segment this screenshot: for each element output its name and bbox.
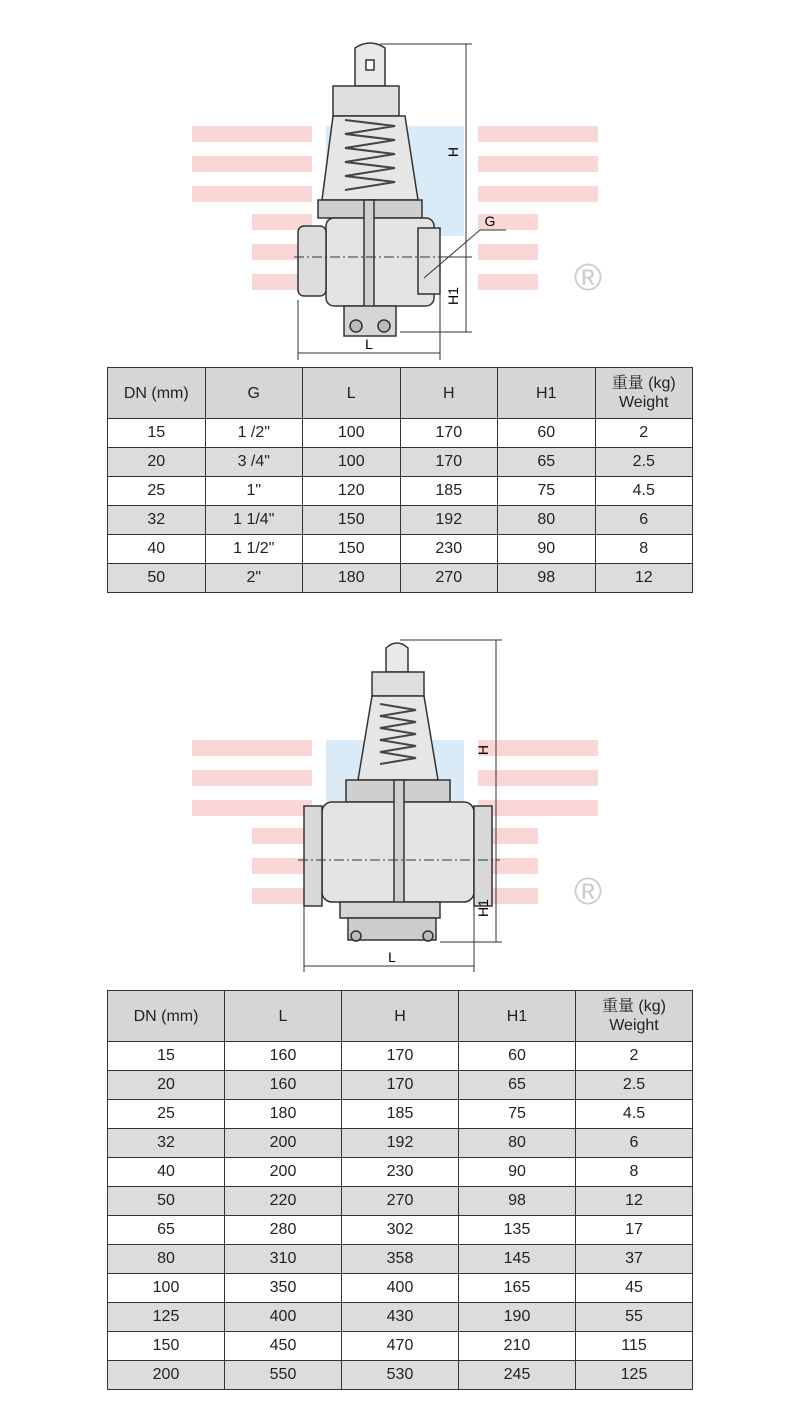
cell-l: 350: [225, 1274, 342, 1303]
table-row: [108, 1158, 693, 1187]
table-row: [108, 1274, 693, 1303]
table-row: [108, 1129, 693, 1158]
cell-l: 120: [303, 477, 401, 506]
cell-dn: 32: [108, 1129, 225, 1158]
cell-g: 2": [205, 564, 303, 593]
cell-h1: 210: [459, 1332, 576, 1361]
cell-g: 1": [205, 477, 303, 506]
cell-l: 280: [225, 1216, 342, 1245]
cell-weight: 2: [576, 1042, 693, 1071]
dimension-label-h1: H1: [475, 899, 491, 917]
cell-dn: 100: [108, 1274, 225, 1303]
cell-h1: 135: [459, 1216, 576, 1245]
dimension-label-h: H: [475, 744, 491, 756]
cell-dn: 15: [108, 419, 206, 448]
cell-h1: 98: [459, 1187, 576, 1216]
table-row: [108, 564, 693, 593]
header-h: H: [342, 991, 459, 1042]
cell-weight: 125: [576, 1361, 693, 1390]
cell-l: 150: [303, 535, 401, 564]
cell-h1: 75: [498, 477, 596, 506]
cell-dn: 80: [108, 1245, 225, 1274]
cell-dn: 200: [108, 1361, 225, 1390]
cell-l: 180: [225, 1100, 342, 1129]
header-dn: DN (mm): [108, 991, 225, 1042]
cell-weight: 6: [595, 506, 693, 535]
cell-l: 100: [303, 419, 401, 448]
cell-dn: 32: [108, 506, 206, 535]
cell-h: 170: [342, 1042, 459, 1071]
header-dn: DN (mm): [108, 368, 206, 419]
table-row: [108, 1216, 693, 1245]
header-weight-en: Weight: [609, 1017, 659, 1034]
cell-l: 180: [303, 564, 401, 593]
cell-h1: 90: [498, 535, 596, 564]
cell-h1: 245: [459, 1361, 576, 1390]
header-weight-en: Weight: [618, 394, 669, 411]
cell-l: 220: [225, 1187, 342, 1216]
cell-h1: 60: [498, 419, 596, 448]
cell-h: 270: [342, 1187, 459, 1216]
flanged-valve-svg: [0, 620, 800, 980]
cell-dn: 20: [108, 1071, 225, 1100]
cell-h1: 165: [459, 1274, 576, 1303]
cell-weight: 115: [576, 1332, 693, 1361]
cell-h: 230: [400, 535, 498, 564]
cell-l: 160: [225, 1071, 342, 1100]
cell-l: 200: [225, 1158, 342, 1187]
table-header-row: [108, 991, 693, 1042]
cell-weight: 2: [595, 419, 693, 448]
table-row: [108, 1303, 693, 1332]
dimension-label-l: L: [388, 949, 396, 965]
cell-h1: 190: [459, 1303, 576, 1332]
cell-weight: 4.5: [576, 1100, 693, 1129]
cell-dn: 15: [108, 1042, 225, 1071]
cell-h: 170: [400, 448, 498, 477]
cell-weight: 37: [576, 1245, 693, 1274]
cell-dn: 50: [108, 1187, 225, 1216]
header-h1: H1: [459, 991, 576, 1042]
dimension-label-h: H: [445, 146, 461, 158]
table-row: [108, 1332, 693, 1361]
cell-h: 185: [400, 477, 498, 506]
cell-l: 400: [225, 1303, 342, 1332]
cell-h1: 65: [498, 448, 596, 477]
cell-h: 230: [342, 1158, 459, 1187]
header-l: L: [303, 368, 401, 419]
cell-l: 550: [225, 1361, 342, 1390]
cell-weight: 45: [576, 1274, 693, 1303]
table-row: [108, 1042, 693, 1071]
cell-l: 100: [303, 448, 401, 477]
cell-h1: 80: [459, 1129, 576, 1158]
cell-g: 1 1/2": [205, 535, 303, 564]
cell-g: 3 /4": [205, 448, 303, 477]
cell-weight: 17: [576, 1216, 693, 1245]
table-row: [108, 1187, 693, 1216]
cell-h: 358: [342, 1245, 459, 1274]
threaded-valve-drawing: [0, 0, 800, 365]
flanged-valve-spec-table: [107, 990, 693, 1390]
cell-weight: 6: [576, 1129, 693, 1158]
cell-weight: 2.5: [595, 448, 693, 477]
cell-h: 400: [342, 1274, 459, 1303]
cell-g: 1 /2": [205, 419, 303, 448]
registered-mark: ®: [574, 257, 602, 299]
cell-weight: 4.5: [595, 477, 693, 506]
cell-h: 530: [342, 1361, 459, 1390]
cell-weight: 8: [576, 1158, 693, 1187]
table-row: [108, 1071, 693, 1100]
cell-h: 470: [342, 1332, 459, 1361]
threaded-valve-svg: [0, 0, 800, 365]
header-weight: [576, 991, 693, 1042]
cell-dn: 65: [108, 1216, 225, 1245]
cell-h1: 75: [459, 1100, 576, 1129]
table-row: [108, 477, 693, 506]
threaded-valve-spec-table: [107, 367, 693, 593]
cell-h: 170: [400, 419, 498, 448]
cell-weight: 12: [595, 564, 693, 593]
header-h: H: [400, 368, 498, 419]
cell-h1: 145: [459, 1245, 576, 1274]
cell-l: 200: [225, 1129, 342, 1158]
table-row: [108, 1245, 693, 1274]
cell-h: 170: [342, 1071, 459, 1100]
cell-weight: 2.5: [576, 1071, 693, 1100]
table-row: [108, 506, 693, 535]
dimension-label-l: L: [365, 336, 373, 352]
header-h1: H1: [498, 368, 596, 419]
header-l: L: [225, 991, 342, 1042]
cell-dn: 25: [108, 477, 206, 506]
table-row: [108, 1100, 693, 1129]
cell-h1: 90: [459, 1158, 576, 1187]
cell-dn: 150: [108, 1332, 225, 1361]
cell-l: 160: [225, 1042, 342, 1071]
cell-h1: 98: [498, 564, 596, 593]
cell-h1: 80: [498, 506, 596, 535]
cell-l: 310: [225, 1245, 342, 1274]
table-header-row: [108, 368, 693, 419]
table-row: [108, 448, 693, 477]
cell-weight: 8: [595, 535, 693, 564]
cell-h: 192: [400, 506, 498, 535]
flanged-valve-drawing: [0, 620, 800, 980]
cell-dn: 40: [108, 535, 206, 564]
cell-h1: 65: [459, 1071, 576, 1100]
cell-l: 450: [225, 1332, 342, 1361]
table-row: [108, 419, 693, 448]
cell-dn: 125: [108, 1303, 225, 1332]
cell-g: 1 1/4": [205, 506, 303, 535]
cell-weight: 55: [576, 1303, 693, 1332]
cell-dn: 50: [108, 564, 206, 593]
cell-dn: 40: [108, 1158, 225, 1187]
registered-mark: ®: [574, 871, 602, 913]
cell-h: 430: [342, 1303, 459, 1332]
header-weight-cn: 重量 (kg): [611, 375, 676, 392]
header-weight-cn: 重量 (kg): [601, 998, 666, 1015]
cell-h: 192: [342, 1129, 459, 1158]
header-g: G: [205, 368, 303, 419]
cell-weight: 12: [576, 1187, 693, 1216]
cell-h: 185: [342, 1100, 459, 1129]
dimension-label-h1: H1: [445, 287, 461, 305]
cell-l: 150: [303, 506, 401, 535]
header-weight: [595, 368, 693, 419]
cell-dn: 25: [108, 1100, 225, 1129]
table-row: [108, 535, 693, 564]
cell-dn: 20: [108, 448, 206, 477]
cell-h: 270: [400, 564, 498, 593]
table-row: [108, 1361, 693, 1390]
cell-h1: 60: [459, 1042, 576, 1071]
dimension-label-g: G: [484, 213, 496, 229]
cell-h: 302: [342, 1216, 459, 1245]
